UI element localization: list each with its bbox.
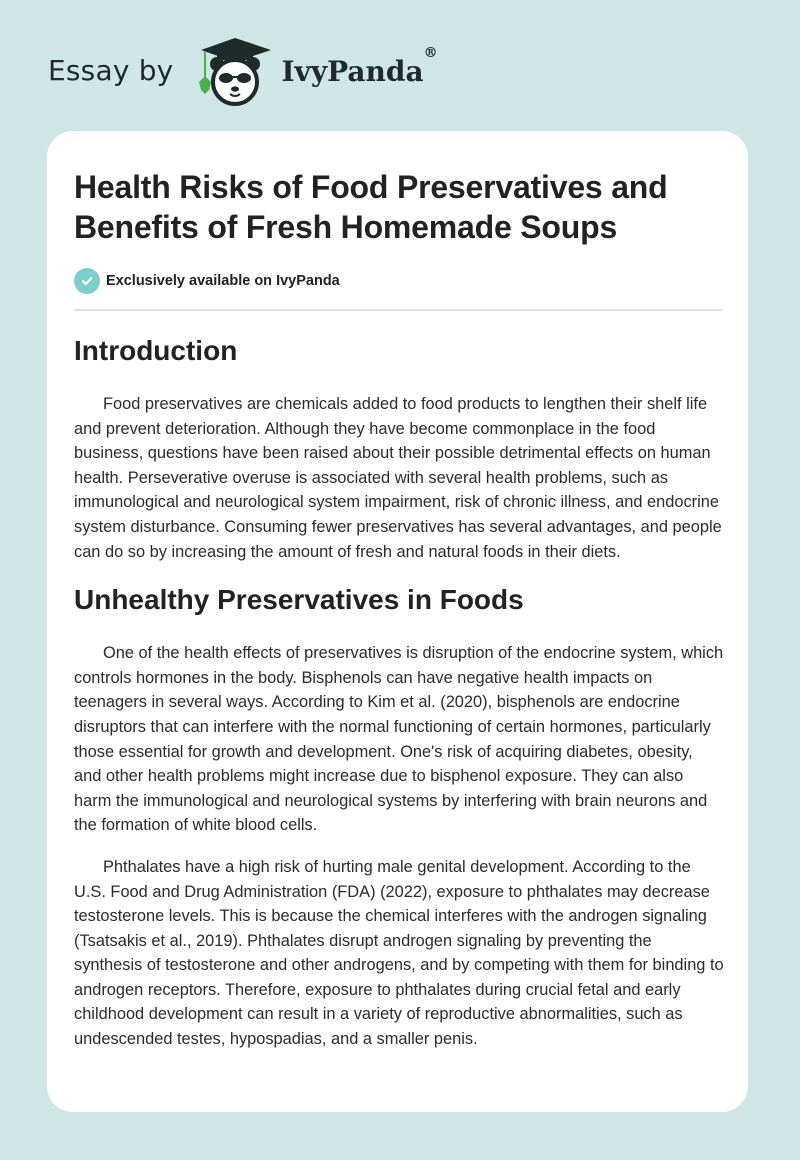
essay-by-label: Essay by [48, 53, 174, 87]
title-divider [74, 309, 722, 311]
essay-card [47, 131, 748, 1112]
paragraph: Food preservatives are chemicals added to food products to lengthen their shelf life and prevent deterioration. Although they have become commonplace in the food business, questions have been raised about their possible detrimental effects on human health. Perseverative overuse is associated with several health problems, such as immunological and neurological system impairment, risk of chronic illness, and endocrine system disturbance. Consuming fewer preservatives has several advantages, and people can do so by increasing the amount of fresh and natural foods in their diets. [74, 395, 722, 561]
paragraph: One of the health effects of preservatives is disruption of the endocrine system, which controls hormones in the body. Bisphenols can have negative health impacts on teenagers in several ways. According to Kim et al. (2020), bisphenols are endocrine disruptors that can interfere with the normal functioning of certain hormones, particularly those essential for growth and development. One's risk of acquiring diabetes, obesity, and other health problems might increase due to bisphenol exposure. They can also harm the immunological and neurological systems by interfering with brain neurons and the formation of white blood cells. [74, 644, 724, 835]
brand-name[interactable]: IvyPanda® [281, 44, 438, 88]
panda-graduation-cap-logo-icon[interactable] [191, 36, 279, 108]
check-circle-icon [74, 268, 100, 294]
section-heading-unhealthy-preservatives: Unhealthy Preservatives in Foods [74, 584, 524, 616]
essay-title: Health Risks of Food Preservatives and Benefits of Fresh Homemade Soups [74, 169, 668, 245]
site-header [48, 36, 438, 108]
exclusive-badge [74, 267, 722, 295]
section-heading-introduction: Introduction [74, 335, 238, 366]
paragraph: Phthalates have a high risk of hurting male genital development. According to the U.S. Food and Drug Administration (FDA) (2022), exposure to phthalates may decrease testosterone levels. This is because the chemical interferes with the androgen signaling (Tsatsakis et al., 2019). Phthalates disrupt androgen signaling by preventing the synthesis of testosterone and other androgens, and by competing with them for binding to androgen receptors. Therefore, exposure to phthalates during crucial fetal and early childhood development can result in a variety of reproductive abnormalities, such as undescended testes, hypospadias, and a smaller penis. [74, 857, 724, 1049]
registered-mark: ® [423, 44, 438, 61]
exclusive-badge-label: Exclusively available on IvyPanda [106, 273, 340, 289]
